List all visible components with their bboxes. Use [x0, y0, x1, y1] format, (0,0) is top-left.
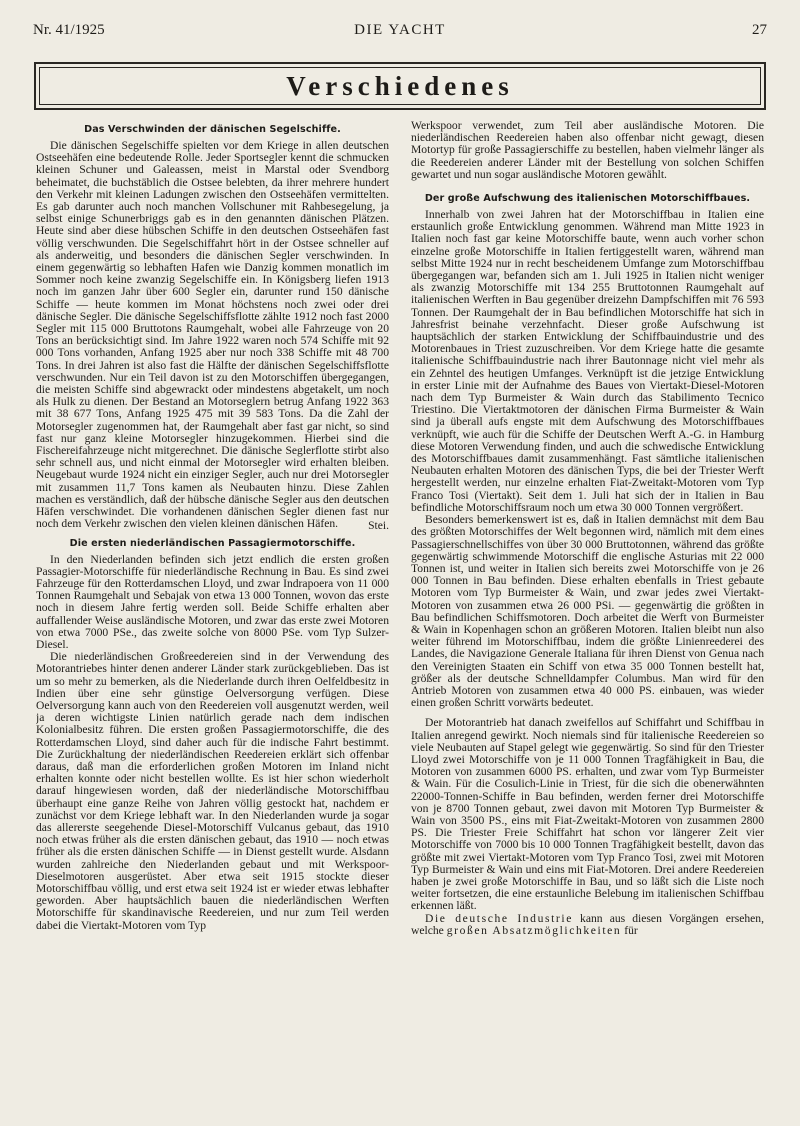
text-run: kann aus diesen Vorgängen ersehen, welche: [411, 911, 764, 937]
article-paragraph: Innerhalb von zwei Jahren hat der Motorschiffbau in Italien eine erstaunlich große Entwicklung genommen. Während man Mitte 1923 in Italien noch fast gar keine Motorschiffe baute, wenn auch vorher schon einzelne große Motorschiffe in Italien fertiggestellt waren, während man selbst Mitte 1924 nur in recht bescheidenem Umfange zum Motorschiffbau übergegangen war, befanden sich am 1. Juli 1925 in Italien nicht weniger als zwanzig Motorschiffe mit 134 255 Bruttotonnen Raumgehalt auf italienischen Werften in Bau gegenüber dreizehn Dampfschiffen mit 76 593 Tonnen. Der Raumgehalt der in Bau befindlichen Motorschiffe hat sich in Jahresfrist beinahe verzehnfacht. Dieser große Aufschwung ist hauptsächlich der starken Entwicklung der Schiffbauindustrie und des Motorenbaues in Triest zuzuschreiben. Vor dem Kriege hatte die gesamte italienische Schiffbauindustrie nach ihrer Bautonnage nicht viel mehr als ein Zehntel des heutigen Umfanges. Verknüpft ist die jetzige Entwicklung in erster Linie mit der Aufnahme des Baues von Viertakt-Diesel-Motoren nach dem Typ Burmeister & Wain durch das Stabilimento Tecnico Triestino. Die Viertaktmotoren der dänischen Firma Burmeister & Wain sind ja überall aufs engste mit dem Aufschwung des Motorschiffbaues verknüpft, wie auch für die Schiffe der Deutschen Werft A.-G. in Hamburg diese Motoren Verwendung finden, und auch die schwedische Entwicklung des Motorschiffbaues damit zusammenhängt. Fast sämtliche italienischen Neubauten erhalten Motoren des dänischen Typs, die bei der Triester Werft hergestellt werden, nur einzelne erhalten Fiat-Zweitakt-Motoren vom Typ Franco Tosi (Viertakt). Seit dem 1. Juli hat sich der in Italien in Bau befindliche Motorschiffsraum noch um etwa 30 000 Tonnen vergrößert.: [411, 208, 764, 514]
article-paragraph: Der Motorantrieb hat danach zweifellos auf Schiffahrt und Schiffbau in Italien anregend gewirkt. Noch niemals sind für italienische Reedereien so viele Neubauten auf Stapel gelegt wie gegenwärtig. So sind für den Triester Lloyd zwei Motorschiffe von je 11 000 Tonnen Tragfähigkeit in Bau, die Motoren von zusammen 6000 PS. erhalten, und zwar vom Typ Burmeister & Wain. Für die Cosulich-Linie in Triest, für die sich die obenerwähnten 22000-Tonnen-Schiffe in Bau befinden, werden ferner drei Motorschiffe von je 8700 Tonnen gebaut, zwei davon mit Motoren Typ Burmeister & Wain von 3500 PS., eins mit Fiat-Zweitakt-Motoren von zusammen 2800 PS. Die Triester Freie Schiffahrt hat schon vor längerer Zeit vier Motorschiffe von 7000 bis 10 000 Tonnen Tragfähigkeit bestellt, davon das größte mit zwei Viertakt-Motoren vom Typ Franco Tosi, zwei mit Motoren Typ Burmeister & Wain und eins mit Fiat-Motoren. Drei andere Reedereien haben je zwei große Motorschiffe in Bau, und so läßt sich die Liste noch weiter fortsetzen, die eine erstaunliche Belebung im italienischen Schiffbau erkennen läßt.: [411, 716, 764, 913]
spaced-emphasis: großen Absatzmöglichkeiten: [446, 923, 622, 937]
column-left: [36, 120, 389, 1104]
issue-number: Nr. 41/1925: [33, 22, 105, 38]
article-paragraph: Die dänischen Segelschiffe spielten vor dem Kriege in allen deutschen Ostseehäfen eine bedeutende Rolle. Jeder Sportsegler kennt die schmucken kleinen Schuner und Galeassen, meist in Marstal oder Svendborg beheimatet, die buchstäblich die Ostsee belebten, da ihrer mehrere hundert den Verkehr mit kleinen Ladungen zwischen den Ostseehäfen vermittelten. Es gab darunter auch noch manchen Vollschuner mit Rahbesegelung, ja selbst einige Schunerbriggs gab es in den genannten dänischen Plätzen. Heute sind aber diese hübschen Schiffe in den deutschen Ostseehäfen fast völlig verschwunden. Die Segelschiffahrt hört in der Ostsee schneller auf als anderweitig, und besonders die dänischen Segler verschwinden. In einem gegenwärtig so lebhaften Hafen wie Danzig kommen monatlich im Sommer noch keine zwanzig Segelschiffe ein. In Königsberg liefen 1913 noch im ganzen Jahr über 600 Segler ein, darunter rund 150 dänische Schiffe — heute kommen im Monat höchstens noch zwei oder drei dänische Segler. Die dänische Segelschiffsflotte zählte 1912 noch fast 2000 Segler mit 115 000 Bruttotons Raumgehalt, wobei alle Fahrzeuge von 20 Tons an berücksichtigt sind. Im Jahre 1922 waren noch 574 Schiffe mit 92 000 Tons vorhanden, Anfang 1925 aber nur noch 338 Schiffe mit 48 700 Tons. In drei Jahren ist also fast die Hälfte der dänischen Segelschiffsflotte verschwunden. Nur ein Teil davon ist zu den Motorschiffen übergegangen, die meisten Schiffe sind abgewrackt oder mindestens abgetakelt, um noch als Hulk zu dienen. Der Bestand an Motorseglern betrug Anfang 1922 363 mit 38 677 Tons, Anfang 1925 475 mit 39 583 Tons. Da die Zahl der Motorsegler zugenommen hat, der Raumgehalt aber fast gar nicht, so sind fast nur ganz kleine Motorsegler hinzugekommen. Hierbei sind die Fischereifahrzeuge nicht mitgerechnet. Die dänische Seglerflotte stirbt also sehr schnell aus, und nicht einmal der Motorsegler wird erhalten bleiben. Neugebaut wurde 1924 nicht ein einziger Segler, auch nur drei Motorsegler mit zusammen 11,7 Tons kamen als Neubauten hinzu. Diese Zahlen machen es verständlich, daß der hübsche dänische Segler aus den deutschen Häfen verschwindet. Die vorhandenen dänischen Segler dienen fast nur noch dem Verkehr zwischen den vielen kleinen dänischen Häfen.: [36, 139, 389, 531]
spaced-emphasis: Die deutsche Industrie: [425, 911, 573, 925]
author-signature: Stei.: [368, 518, 389, 532]
article-paragraph: Die niederländischen Großreedereien sind in der Verwendung des Motorantriebes hinter denen anderer Länder stark zurückgeblieben. Das ist um so mehr zu bemerken, als die Niederlande durch ihren Oelfeldbesitz in Indien über eine sehr günstige Oelversorgung verfügen. Diese Oelversorgung kann auch von den Reedereien voll ausgenutzt werden, weil ja deren wichtigste Linien natürlich gerade nach dem indischen Kolonialbesitz führen. Die ersten großen Passagiermotorschiffe, die des Rotterdamschen Lloyd, sind daher auch für die indische Fahrt bestimmt. Die Zurückhaltung der niederländischen Reedereien erklärt sich offenbar daraus, daß man die erforderlichen großen Motoren im Inland nicht erhalten konnte oder nicht bestellen wollte. Es ist hier schon wiederholt darauf hingewiesen worden, daß der niederländische Motorschiffbau überhaupt eine ganze Reihe von Jahren völlig gestockt hat, nachdem er zunächst vor dem Kriege lebhaft war. In den Niederlanden wurde ja sogar das allererste seegehende Diesel-Motorschiff Vulcanus gebaut, das 1910 noch etwas früher als die ersten dänischen gebaut, das 1910 — noch etwas früher als die ersten dänischen Schiffe — in Dienst gestellt wurde. Alsdann wurden zahlreiche den Niederlanden gebaut und mit Werkspoor-Dieselmotoren ausgerüstet. Aber etwa seit 1915 stockte dieser Motorschiffbau völlig, und erst etwa seit 1924 ist er wieder etwas lebhafter geworden. Aber hauptsächlich bauen die niederländischen Werften Motorschiffe für skandinavische Reedereien, und nur zum Teil werden dabei die Viertakt-Motoren vom Typ: [36, 650, 389, 932]
text-run: für: [621, 923, 638, 937]
article-title-dutch-motorships: Die ersten niederländischen Passagiermotorschiffe.: [69, 537, 356, 549]
running-header: [33, 22, 767, 46]
column-right: [411, 120, 764, 1104]
article-columns: [36, 120, 764, 1104]
section-banner: [34, 62, 766, 110]
magazine-title: DIE YACHT: [354, 22, 446, 38]
article-title-danish-ships: Das Verschwinden der dänischen Segelschiffe.: [84, 124, 341, 135]
article-paragraph-final: [411, 913, 764, 937]
article-paragraph: Besonders bemerkenswert ist es, daß in Italien demnächst mit dem Bau des größten Motorschiffes der Welt begonnen wird, nämlich mit dem eines Passagierschnellschiffes von über 30 000 Bruttotonnen, während das größte gegenwärtig schwimmende Motorschiff die englische Asturias mit 22 000 Tonnen ist, und weiter in Italien sich bereits zwei Motorschiffe von je 26 000 Tonnen in Bau befinden. Diese erhalten ebenfalls in Triest gebaute Motoren vom Typ Burmeister & Wain, und zwar jedes zwei Viertakt-Motoren von zusammen etwa 26 000 PSi. — gegenwärtig die größten in Bau befindlichen Schiffsmotoren. Doch arbeitet die Werft von Burmeister & Wain in Kopenhagen schon an größeren Motoren. Italien bleibt nun also weiter führend im Motorschiffbau, indem die größte Linienreederei des Landes, die Navigazione Generale Italiana für ihren Dienst von Genua nach den Vereinigten Staaten ein Schiff von etwa 35 000 Tonnen bestellt hat, größer als der deutsche Schnelldampfer Columbus. Man wird für den Antrieb Motoren von zusammen etwa 40 000 PS. einbauen, was wieder einen großen Schritt vorwärts bedeutet.: [411, 513, 764, 710]
spacer: [411, 181, 764, 189]
article-paragraph-continued: Werkspoor verwendet, zum Teil aber ausländische Motoren. Die niederländischen Reedereien haben also offenbar nicht gewagt, diesen Motortyp für große Passagierschiffe zu bestellen, haben vielmehr länger als die Reedereien anderer Länder mit der Bestellung von solchen Schiffen gewartet und nun sogar ausländische Motoren gewählt.: [411, 120, 764, 181]
article-title-italian-motorships: Der große Aufschwung des italienischen Motorschiffbaues.: [424, 193, 751, 205]
article-paragraph: In den Niederlanden befinden sich jetzt endlich die ersten großen Passagier-Motorschiffe für niederländische Rechnung in Bau. Es sind zwei Fahrzeuge für den Rotterdamschen Lloyd, und zwar Indrapoera von 11 000 Tonnen Raumgehalt und Sebajak von etwa 13 000 Tonnen, wovon das erste noch in diesem Jahre fertig werden soll. Beide Schiffe erhalten aber auffallender Weise ausländische Motoren, und zwar das erste zwei Motoren von etwa 7000 PSe., das zweite solche von 8000 PSe. vom Typ Sulzer-Diesel.: [36, 552, 389, 651]
page-number: 27: [752, 22, 767, 38]
section-title: Verschiedenes: [286, 70, 514, 101]
